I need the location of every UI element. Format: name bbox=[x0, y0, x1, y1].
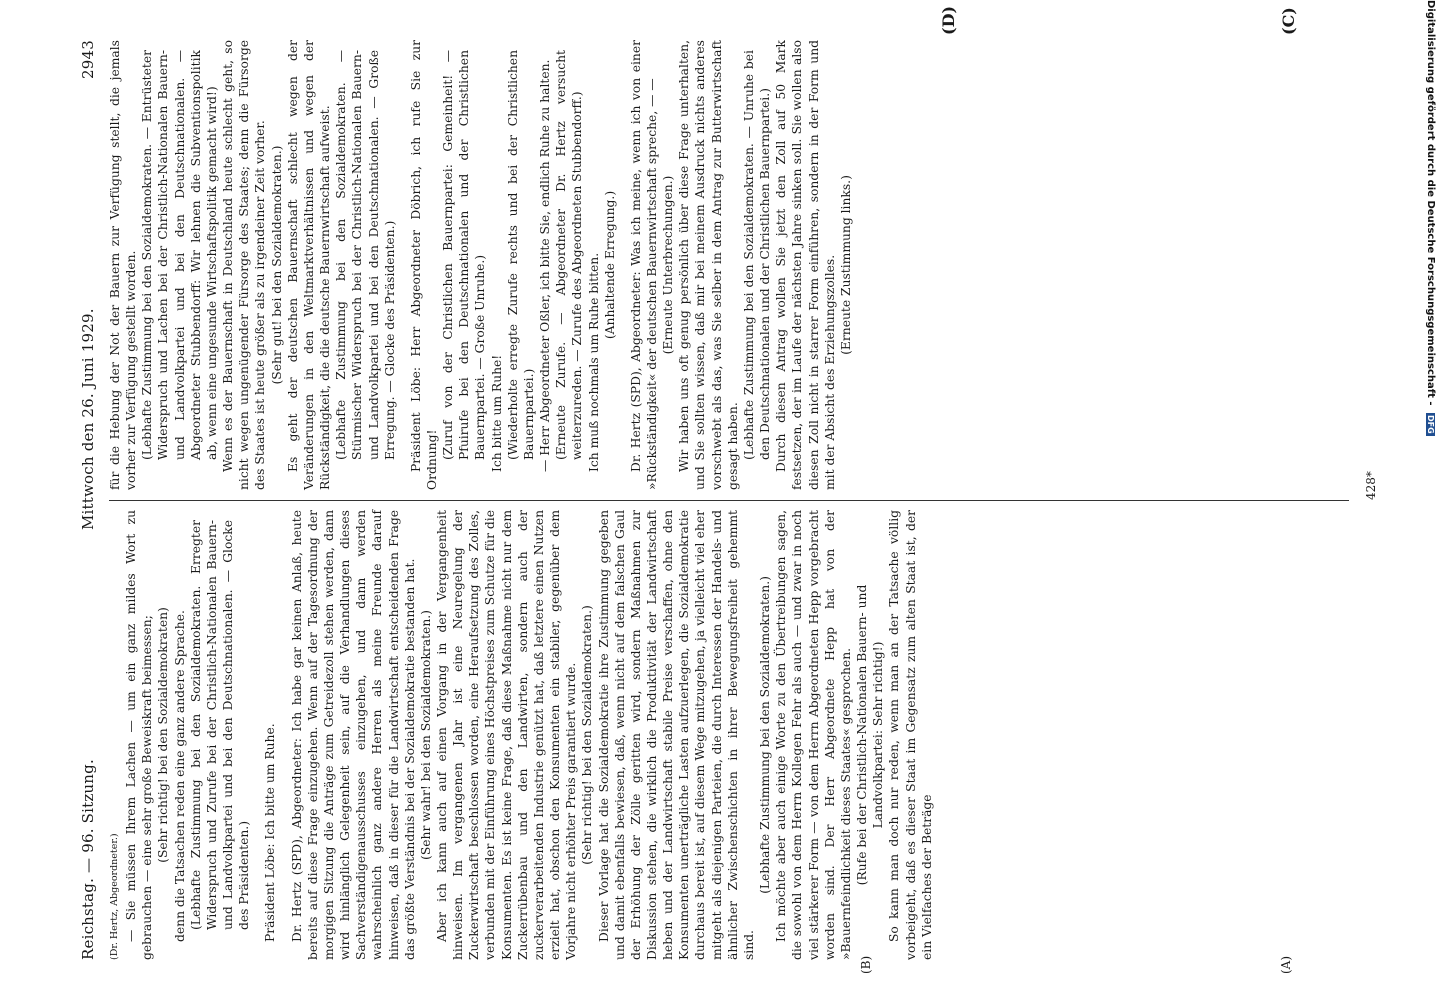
digitization-credit bbox=[1425, 0, 1436, 434]
margin-mark-d: (D) bbox=[939, 5, 958, 35]
stage-direction: (Lebhafte Zustimmung bei den Sozialdemokraten. — Unruhe bei den Deutschnationalen und der Christlichen Bauernpartei.) bbox=[741, 50, 773, 460]
speech-paragraph: Wenn es der Bauernschaft in Deutschland heute schlecht geht, so nicht wegen ungenügender Fürsorge des Staates; denn die Fürsorge des Staates ist heute größer als zu irgendeiner Zeit vorher. bbox=[221, 40, 268, 490]
interjection: (Rufe bei der Christlich-Nationalen Bauern- und Landvolkpartei: Sehr richtig!) bbox=[855, 584, 886, 886]
president-remark: Ich bitte um Ruhe! bbox=[489, 354, 504, 472]
speech-paragraph: Dr. Hertz (SPD), Abgeordneter: Was ich meine, wenn ich von einer »Rückständigkeit« der deutschen Bauernwirtschaft spreche, — — bbox=[628, 40, 659, 490]
header-session: Reichstag. — 96. Sitzung. bbox=[79, 759, 97, 960]
speaker-continuation: (Dr. Hertz, Abgeordneter.) bbox=[109, 833, 120, 960]
interjection: (Sehr richtig! bei den Sozialdemokraten.) bbox=[580, 605, 595, 865]
president-remark: Präsident Löbe: Ich bitte um Ruhe. bbox=[263, 723, 278, 942]
interjection: (Sehr wahr! bei den Sozialdemokraten.) bbox=[418, 610, 433, 860]
speech-paragraph: für die Hebung der Not der Bauern zur Verfügung stellt, die jemals vorher zur Verfügung gestellt worden. bbox=[108, 40, 139, 490]
stage-direction: (Lebhafte Zustimmung bei den Sozialdemokraten. — Stürmischer Widerspruch bei der Christlich-Nationalen Bauern- und Landvolkpartei und bei den Deutschnationalen. — Große Erregung. — Glocke des Präsidenten.) bbox=[334, 50, 397, 460]
president-remark: Präsident Löbe: Herr Abgeordneter Döbrich, ich rufe Sie zur Ordnung! bbox=[408, 40, 439, 490]
margin-mark-b: (B) bbox=[859, 955, 873, 974]
margin-mark-a: (A) bbox=[1279, 955, 1293, 974]
speech-paragraph: Wir haben uns oft genug persönlich über diese Frage unterhalten, und Sie sollten wissen, daß mir bei meinem Ausdruck nichts anderes vorschwebt als das, was Sie selber in dem Antrag zur Butterwirtschaft gesagt haben. bbox=[677, 40, 740, 490]
running-header bbox=[79, 40, 103, 960]
stage-direction: (Wiederholte erregte Zurufe rechts und bei der Christlichen Bauernpartei.) bbox=[505, 50, 536, 460]
speech-paragraph: Es geht der deutschen Bauernschaft schlecht wegen der Veränderungen in den Weltmarktverhältnissen und wegen der Rückständigkeit, die die deutsche Bauernwirtschaft aufweist. bbox=[285, 40, 333, 490]
speech-paragraph: Aber ich kann auch auf einen Vorgang in der Vergangenheit hinweisen. Im vergangenen Jahr ist eine Neuregelung der Zuckerwirtschaft beschlossen worden, eine Heraufsetzung des Zolles, verbunden mit der Einführung eines Höchstpreises zum Schutze für die Konsumenten. Es ist keine Frage, daß diese Maßnahme nicht nur dem Zuckerrübenbau und den Landwirten, sondern auch der zuckerverarbeitenden Industrie genützt hat, daß letztere einen Nutzen erzielt hat, obschon den Konsumenten ein stabiler, gegenüber dem Vorjahre nicht erhöhter Preis garantiert wurde. bbox=[434, 510, 579, 960]
left-column bbox=[107, 510, 935, 960]
interjection: (Sehr gut! bei den Sozialdemokraten.) bbox=[269, 145, 284, 385]
speech-paragraph: Durch diesen Antrag wollen Sie jetzt den Zoll auf 50 Mark festsetzen, der im Laufe der nächsten Jahre sinken soll. Sie wollen also diesen Zoll nicht in starrer Form einführen, sondern in der Form und mit der Absicht des Erziehungszolles. bbox=[774, 40, 837, 490]
column-divider bbox=[109, 500, 1349, 501]
document-page bbox=[79, 5, 1389, 974]
margin-mark-c: (C) bbox=[1279, 7, 1298, 35]
folio-number: 428* bbox=[1364, 471, 1378, 500]
stage-direction: (Lebhafte Zustimmung bei den Sozialdemokraten. Erregter Widerspruch und Zurufe bei der Christlich-Nationalen Bauern- und Landvolkpartei und bei den Deutschnationalen. — Glocke des Präsidenten.) bbox=[188, 520, 252, 930]
credit-text: Digitalisierung gefördert durch die Deutsche Forschungsgemeinschaft - bbox=[1425, 0, 1436, 406]
paragraph: denn die Tatsachen reden eine ganz andere Sprache. bbox=[172, 610, 187, 942]
stage-direction: (Zuruf von der Christlichen Bauernpartei: Gemeinheit! — Pfuirufe bei den Deutschnationalen und der Christlichen Bauernpartei. — Große Unruhe.) bbox=[441, 50, 488, 460]
dfg-logo: DFG bbox=[1426, 415, 1435, 434]
speech-paragraph: Dieser Vorlage hat die Sozialdemokratie ihre Zustimmung gegeben und damit ebenfalls bewiesen, daß, wenn nicht auf dem falschen Gaul der Erhöhung der Zölle geritten wird, sondern Maßnahmen zur Diskussion stehen, die wirklich die Produktivität der Landwirtschaft heben und der Landwirtschaft stabile Preise verschaffen, ohne den Konsumenten unerträgliche Lasten aufzuerlegen, die Sozialdemokratie durchaus bereit ist, auf diesem Wege mitzugehen, ja vielleicht viel eher mitgeht als diejenigen Parteien, die durch Interessen der Handels- und ähnlicher Zwischenschichten in ihrer Bewegungsfreiheit gehemmt sind. bbox=[596, 510, 756, 960]
interjection: (Erneute Zustimmung links.) bbox=[838, 175, 853, 355]
speech-paragraph: So kann man doch nur reden, wenn man an der Tatsache völlig vorbeigeht, daß es dieser Staat im Gegensatz zum alten Staat ist, der ein Vielfaches der Beträge bbox=[887, 510, 934, 960]
president-remark: — Herr Abgeordneter Oßler, ich bitte Sie, endlich Ruhe zu halten. bbox=[538, 59, 553, 472]
page-number: 2943 bbox=[79, 40, 97, 79]
interjection: (Anhaltende Erregung.) bbox=[602, 190, 617, 340]
interjection: (Erneute Unterbrechungen.) bbox=[661, 175, 676, 355]
speech-paragraph: Dr. Hertz (SPD), Abgeordneter: Ich habe gar keinen Anlaß, heute bereits auf diese Frage einzugehen. Wenn auf der Tagesordnung der morgigen Sitzung die Anträge zum Getreidezoll stehen werden, dann wird hinlänglich Gelegenheit sein, auf die Verhandlungen dieses Sachverständigenausschusses einzugehen, und dann werden wahrscheinlich ganz andere Herren als meine Freunde darauf hinweisen, daß in dieser für die Landwirtschaft entscheidenden Frage das größte Verständnis bei der Sozialdemokratie bestanden hat. bbox=[289, 510, 417, 960]
stage-direction: (Lebhafte Zustimmung bei den Sozialdemokraten. — Entrüsteter Widerspruch und Lachen bei der Christlich-Nationalen Bauern- und Landvolkpartei und bei den Deutschnationalen. — Abgeordneter Stubbendorff: Wir lehnen die Subventionspolitik ab, wenn eine ungesunde Wirtschaftspolitik gemacht wird!) bbox=[140, 50, 219, 460]
interjection: (Sehr richtig! bei den Sozialdemokraten) bbox=[156, 607, 171, 863]
right-column bbox=[107, 40, 854, 490]
interjection: (Lebhafte Zustimmung bei den Sozialdemokraten.) bbox=[758, 576, 773, 894]
speech-paragraph: Ich möchte aber auch einige Worte zu den Übertreibungen sagen, die sowohl von dem Herrn Kollegen Fehr als auch — und zwar in noch viel stärkerer Form — von dem Herrn Abgeordneten Hepp vorgebracht worden sind. Der Herr Abgeordnete Hepp hat von der »Bauernfeindlichkeit dieses Staates« gesprochen. bbox=[774, 510, 853, 960]
header-date: Mittwoch den 26. Juni 1929. bbox=[79, 308, 97, 530]
president-remark: Ich muß nochmals um Ruhe bitten. bbox=[586, 252, 601, 472]
stage-direction: (Erneute Zurufe. — Abgeordneter Dr. Hertz versucht weiterzureden. — Zurufe des Abgeordneten Stubbendorff.) bbox=[554, 50, 585, 460]
paragraph: — Sie müssen Ihrem Lachen — um ein ganz mildes Wort zu gebrauchen — eine sehr große Beweiskraft beimessen; bbox=[124, 510, 155, 960]
